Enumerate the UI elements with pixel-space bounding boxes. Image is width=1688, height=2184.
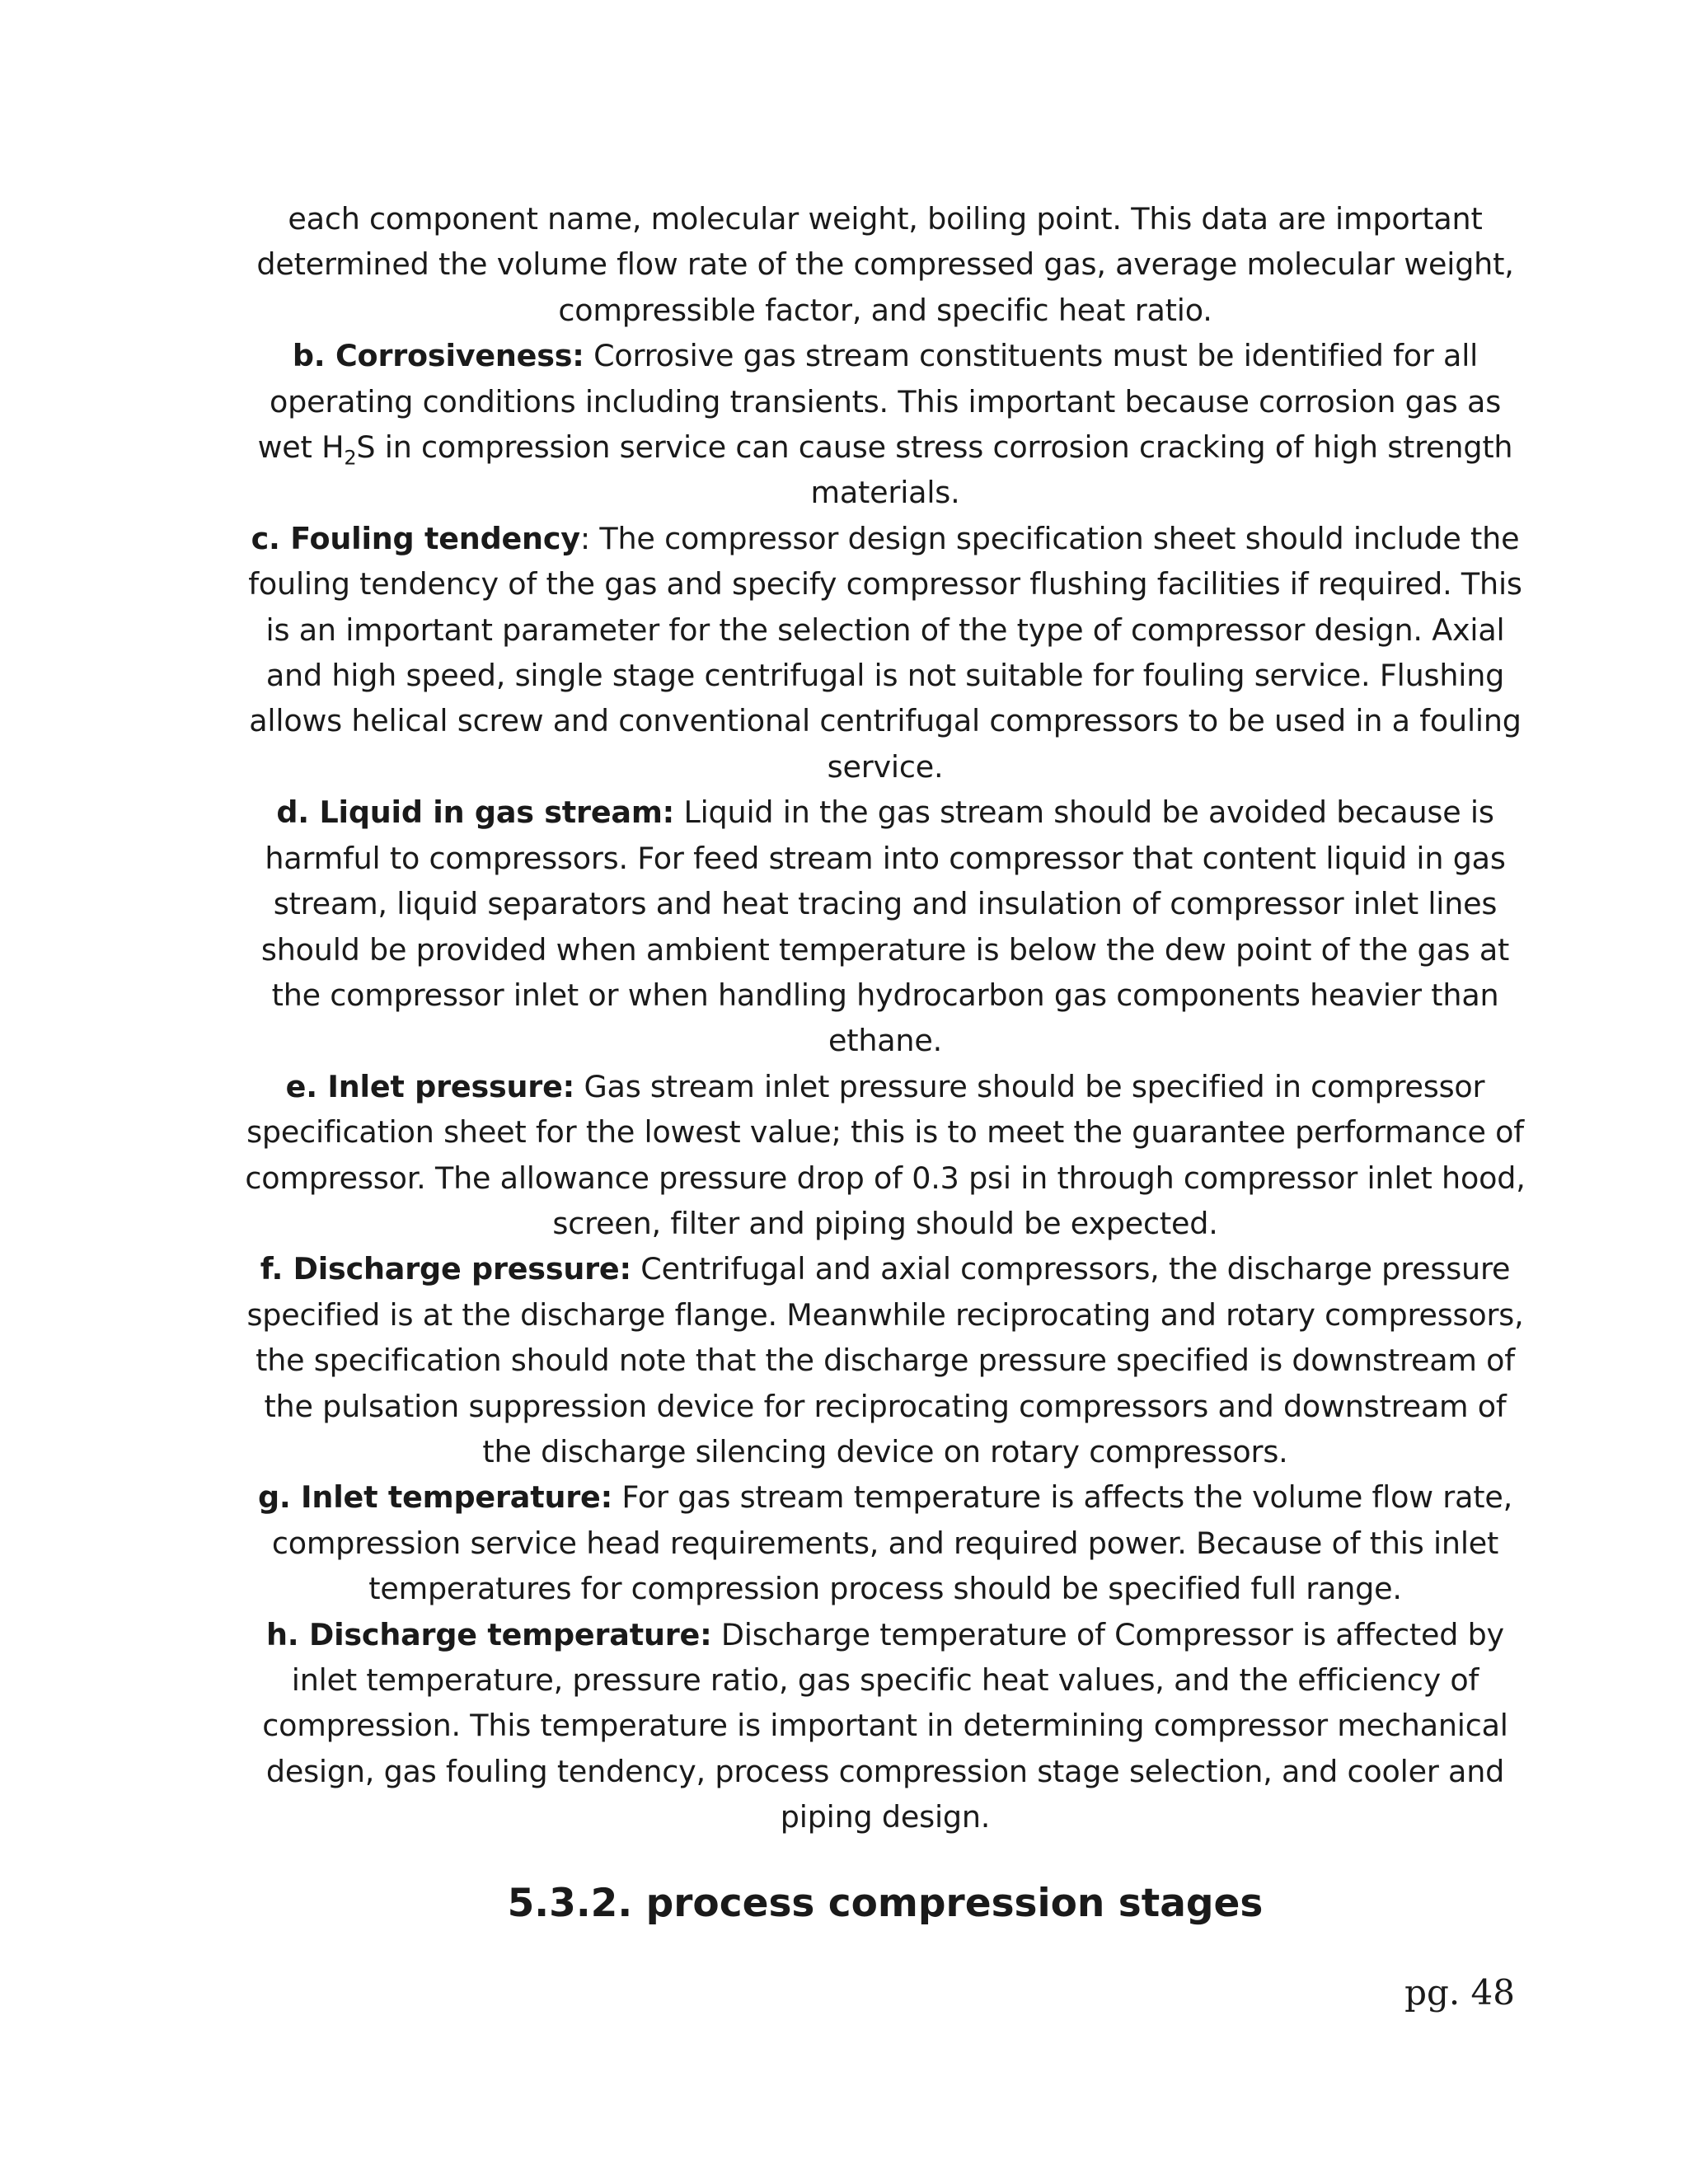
item-corrosiveness — [239, 333, 1531, 516]
item-label: d. Liquid in gas stream: — [276, 794, 675, 831]
item-text: For gas stream temperature is affects the volume flow rate, compression service head requirements, and required power. Because of this inlet temperatures for compression process should be specified full range. — [271, 1479, 1513, 1607]
item-discharge-pressure — [239, 1246, 1531, 1474]
item-text: Gas stream inlet pressure should be specified in compressor specification sheet for the lowest value; this is to meet the guarantee performance of compressor. The allowance pressure drop of 0.3 psi in through compressor inlet hood, screen, filter and piping should be expected. — [245, 1068, 1526, 1241]
item-label: c. Fouling tendency — [251, 520, 580, 556]
section-heading: 5.3.2. process compression stages — [507, 1881, 1264, 1926]
item-text: Liquid in the gas stream should be avoided because is harmful to compressors. For feed stream into compressor that content liquid in gas stream, liquid separators and heat tracing and insulation of compressor inlet lines should be provided when ambient temperature is below the dew point of the gas at the compressor inlet or when handling hydrocarbon gas components heavier than ethane. — [260, 794, 1510, 1059]
intro-paragraph: each component name, molecular weight, boiling point. This data are important determined the volume flow rate of the compressed gas, average molecular weight, compressible factor, and specific heat ratio. — [256, 201, 1514, 328]
item-inlet-pressure — [239, 1064, 1531, 1247]
item-text-after: S in compression service can cause stress corrosion cracking of high strength materials. — [356, 429, 1513, 511]
item-label: h. Discharge temperature: — [266, 1616, 712, 1652]
body-text — [239, 196, 1531, 1840]
item-text: Centrifugal and axial compressors, the discharge pressure specified is at the discharge flange. Meanwhile reciprocating and rotary compressors, the specification should note that the discharge pressure specified is downstream of the pulsation suppression device for reciprocating compressors and downstream of the discharge silencing device on rotary compressors. — [246, 1251, 1524, 1469]
item-discharge-temperature — [239, 1612, 1531, 1840]
item-label: f. Discharge pressure: — [260, 1251, 631, 1287]
item-text: : The compressor design specification sheet should include the fouling tendency of the gas and specify compressor flushing facilities if required. This is an important parameter for the selection of the type of compressor design. Axial and high speed, single stage centrifugal is not suitable for fouling service. Flushing allows helical screw and conventional centrifugal compressors to be used in a fouling service. — [248, 520, 1522, 785]
item-fouling-tendency — [239, 516, 1531, 790]
item-label: e. Inlet pressure: — [285, 1068, 575, 1104]
page-number: pg. 48 — [1404, 1972, 1515, 2013]
item-inlet-temperature — [239, 1474, 1531, 1611]
item-label: g. Inlet temperature: — [257, 1479, 612, 1516]
item-text: Corrosive gas stream constituents must be identified for all operating conditions including transients. This important because corrosion gas as wet H — [257, 338, 1502, 466]
item-label: b. Corrosiveness: — [292, 338, 584, 374]
item-liquid-in-gas-stream — [239, 790, 1531, 1063]
subscript: 2 — [344, 446, 357, 470]
item-text: Discharge temperature of Compressor is affected by inlet temperature, pressure ratio, gas specific heat values, and the efficiency of compression. This temperature is important in determining compressor mechanical design, gas fouling tendency, process compression stage selection, and cooler and piping design. — [262, 1616, 1508, 1835]
